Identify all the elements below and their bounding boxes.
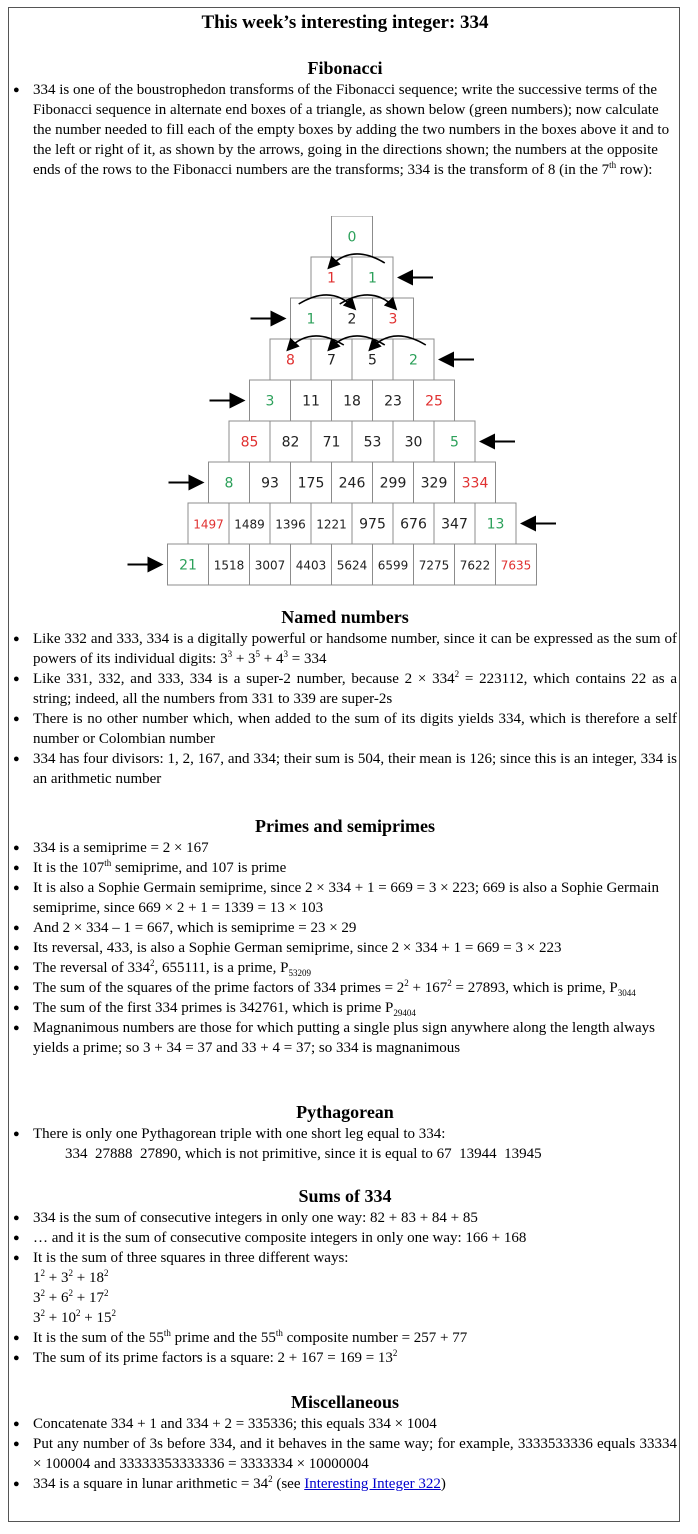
list-item <box>13 1474 677 1494</box>
base: 10 <box>60 1310 76 1326</box>
triangle-value: 1221 <box>316 517 347 532</box>
item-text: = 27893, which is prime, P <box>451 980 618 996</box>
list-item: ● Concatenate 334 + 1 and 334 + 2 = 335336; this equals 334 × 1004 <box>13 1414 677 1434</box>
triangle-value: 1518 <box>213 558 245 573</box>
list-item: ● 334 is a semiprime = 2 × 167 <box>13 838 677 858</box>
list-item <box>13 80 677 180</box>
triangle-value: 5 <box>368 352 377 369</box>
item-text: , 655111, is a prime, P <box>154 960 289 976</box>
subscript: 29404 <box>393 1008 416 1018</box>
primes-heading: Primes and semiprimes <box>255 816 435 836</box>
list-item: ● Magnanimous numbers are those for which putting a single plus sign anywhere along the length always yields a prime; so 3 + 34 = 37 and 33 + 4 = 37; so 334 is magnanimous <box>13 1018 677 1058</box>
fibonacci-heading: Fibonacci <box>307 58 383 78</box>
triangle-value: 8 <box>224 475 234 492</box>
item-text: Like 332 and 333, 334 is a digitally powerful or handsome number, since it can be expressed as the sum of powers of its individual digits: 3 <box>33 631 677 667</box>
plus-sign: + <box>72 1290 89 1306</box>
superscript: 2 <box>150 958 155 968</box>
item-text: 334 27888 27890, which is not primitive, since it is equal to 67 13944 13945 <box>65 1146 542 1162</box>
list-item <box>13 958 677 978</box>
item-text: composite number = 257 + 77 <box>282 1330 468 1346</box>
page-title: This week’s interesting integer: 334 <box>201 12 489 33</box>
triangle-value: 53 <box>363 434 382 451</box>
list-item: ● 334 is the sum of consecutive integers in only one way: 82 + 83 + 84 + 85 <box>13 1208 677 1228</box>
triangle-value: 13 <box>486 516 505 533</box>
item-text: prime and the 55 <box>170 1330 276 1346</box>
triangle-value: 25 <box>425 393 443 410</box>
named-numbers-heading: Named numbers <box>281 607 409 627</box>
fibonacci-text-end: row): <box>616 162 653 178</box>
pythagorean-list <box>13 1124 677 1164</box>
miscellaneous-list <box>13 1414 677 1494</box>
triangle-value: 175 <box>297 475 325 492</box>
item-text: semiprime, and 107 is prime <box>111 860 287 876</box>
triangle-value: 334 <box>461 475 489 492</box>
triangle-value: 347 <box>441 516 468 533</box>
boustrophedon-triangle <box>9 216 681 594</box>
triangle-value: 676 <box>400 516 427 533</box>
superscript: 3 <box>283 649 289 659</box>
triangle-value: 3007 <box>254 558 286 573</box>
base: 18 <box>88 1270 104 1286</box>
base: 6 <box>60 1290 69 1306</box>
triangle-value: 71 <box>322 434 341 451</box>
list-item: ● Put any number of 3s before 334, and it behaves in the same way; for example, 3333533336 equals 33334 × 100004 and 33333353333336 = 3333334 × 10000004 <box>13 1434 677 1474</box>
triangle-value: 975 <box>359 516 386 533</box>
list-item <box>13 1124 677 1164</box>
superscript: th <box>275 1328 283 1338</box>
item-text: = 223112, which contains 22 as a string; indeed, all the numbers from 331 to 339 are super-2s <box>33 671 677 707</box>
page-frame <box>8 7 680 1522</box>
triangle-value: 30 <box>404 434 423 451</box>
base: 3 <box>60 1270 69 1286</box>
base: 1 <box>33 1270 41 1286</box>
list-item: ● … and it is the sum of consecutive composite integers in only one way: 166 + 168 <box>13 1228 677 1248</box>
triangle-value: 1489 <box>234 517 265 532</box>
triangle-value: 8 <box>286 352 295 369</box>
superscript: th <box>609 160 617 170</box>
item-text: The reversal of 334 <box>33 960 151 976</box>
triangle-value: 1 <box>368 270 377 287</box>
pythagorean-heading: Pythagorean <box>296 1102 394 1122</box>
superscript: 2 <box>392 1348 398 1358</box>
item-text: The sum of the first 334 primes is 342761, which is prime P <box>33 1000 394 1016</box>
triangle-value: 7622 <box>459 558 491 573</box>
triangle-value: 2 <box>409 352 418 369</box>
list-item <box>13 1248 677 1328</box>
triangle-value: 18 <box>343 393 361 410</box>
superscript: th <box>163 1328 171 1338</box>
triangle-value: 4403 <box>295 558 327 573</box>
sum-of-squares-3 <box>33 1308 677 1328</box>
plus-sign: + <box>72 1270 89 1286</box>
triangle-value: 1396 <box>275 517 306 532</box>
interesting-integer-322-link[interactable]: Interesting Integer 322 <box>304 1476 441 1492</box>
list-item: ● It is also a Sophie Germain semiprime, since 2 × 334 + 1 = 669 = 3 × 223; 669 is also a Sophie Germain semiprime, since 669 × 2 + 1 = 1339 = 13 × 103 <box>13 878 677 918</box>
superscript: 2 <box>40 1268 45 1278</box>
superscript: 2 <box>454 669 460 679</box>
triangle-value: 7275 <box>418 558 450 573</box>
list-item <box>13 629 677 669</box>
base: 3 <box>33 1290 41 1306</box>
base: 3 <box>33 1310 41 1326</box>
superscript: 2 <box>40 1308 45 1318</box>
subscript: 3044 <box>617 988 636 998</box>
miscellaneous-heading: Miscellaneous <box>291 1392 399 1412</box>
triangle-value: 5624 <box>336 558 368 573</box>
superscript: 2 <box>40 1288 45 1298</box>
triangle-value: 5 <box>450 434 459 451</box>
superscript: 2 <box>111 1308 116 1318</box>
item-text: ● It is the sum of three squares in three different ways: <box>33 1250 349 1266</box>
item-text: + 4 <box>260 651 284 667</box>
plus-sign: + <box>80 1310 97 1326</box>
triangle-value: 6599 <box>377 558 409 573</box>
triangle-value: 0 <box>347 229 357 246</box>
plus-sign: + <box>45 1290 61 1306</box>
triangle-value: 23 <box>384 393 402 410</box>
list-item <box>13 998 677 1018</box>
triangle-value: 93 <box>261 475 279 492</box>
superscript: 3 <box>227 649 233 659</box>
fibonacci-text: 334 is one of the boustrophedon transforms of the Fibonacci sequence; write the successive terms of the Fibonacci sequence in alternate end boxes of a triangle, as shown below (green numbers); now calculate the number needed to fill each of the empty boxes by adding the two numbers in the boxes above it and to the left or right of it, as shown by the arrows, going in the directions shown; the numbers at the opposite ends of the rows to the Fibonacci numbers are the transforms; 334 is the transform of 8 (in the 7 <box>33 82 670 178</box>
triangle-value: 246 <box>338 475 366 492</box>
item-text: The sum of its prime factors is a square: 2 + 167 = 169 = 13 <box>33 1350 393 1366</box>
list-item: ● Its reversal, 433, is also a Sophie German semiprime, since 2 × 334 + 1 = 669 = 3 × 223 <box>13 938 677 958</box>
item-text: = 334 <box>288 651 327 667</box>
sums-list <box>13 1208 677 1368</box>
triangle-value: 11 <box>302 393 320 410</box>
sum-of-squares-2 <box>33 1288 677 1308</box>
item-text: It is the sum of the 55 <box>33 1330 164 1346</box>
superscript: 2 <box>103 1268 109 1278</box>
triangle-value: 299 <box>379 475 407 492</box>
fibonacci-list <box>13 80 677 180</box>
list-item <box>13 858 677 878</box>
triangle-value: 3 <box>388 311 398 328</box>
base: 17 <box>88 1290 104 1306</box>
triangle-value: 1 <box>306 311 316 328</box>
triangle-value: 2 <box>347 311 357 328</box>
named-numbers-list <box>13 629 677 789</box>
plus-sign: + <box>45 1310 61 1326</box>
item-text: The sum of the squares of the prime factors of 334 primes = 2 <box>33 980 405 996</box>
superscript: 2 <box>268 1474 273 1484</box>
item-text: (see <box>272 1476 305 1492</box>
list-item: ● And 2 × 334 – 1 = 667, which is semiprime = 23 × 29 <box>13 918 677 938</box>
item-text: Like 331, 332, and 333, 334 is a super-2 number, because 2 × 334 <box>33 671 455 687</box>
triangle-value: 85 <box>240 434 259 451</box>
triangle-value: 7 <box>327 352 336 369</box>
base: 15 <box>96 1310 112 1326</box>
list-item <box>13 1328 677 1348</box>
plus-sign: + <box>45 1270 61 1286</box>
list-item <box>13 978 677 998</box>
item-text: 334 is a square in lunar arithmetic = 34 <box>33 1476 269 1492</box>
superscript: 2 <box>68 1268 73 1278</box>
sum-of-squares-1 <box>33 1268 677 1288</box>
superscript: 5 <box>255 649 261 659</box>
subscript: 53209 <box>288 968 311 978</box>
superscript: 2 <box>68 1288 73 1298</box>
item-text: + 3 <box>232 651 256 667</box>
triangle-value: 1497 <box>193 517 224 532</box>
list-item <box>13 669 677 709</box>
item-text: + 167 <box>408 980 448 996</box>
triangle-value: 1 <box>327 270 336 287</box>
superscript: 2 <box>404 978 409 988</box>
list-item: ● There is no other number which, when added to the sum of its digits yields 334, which is therefore a self number or Colombian number <box>13 709 677 749</box>
item-text: ) <box>440 1476 446 1492</box>
superscript: 2 <box>103 1288 109 1298</box>
triangle-value: 7635 <box>500 558 532 573</box>
triangle-value: 21 <box>179 557 197 574</box>
superscript: 2 <box>447 978 452 988</box>
triangle-value: 3 <box>265 393 275 410</box>
triangle-value: 82 <box>281 434 300 451</box>
superscript: 2 <box>75 1308 81 1318</box>
list-item: ● 334 has four divisors: 1, 2, 167, and 334; their sum is 504, their mean is 126; since this is an integer, 334 is an arithmetic number <box>13 749 677 789</box>
item-text: ● There is only one Pythagorean triple with one short leg equal to 334: <box>33 1126 446 1142</box>
triangle-value: 329 <box>420 475 448 492</box>
sums-heading: Sums of 334 <box>298 1186 392 1206</box>
superscript: th <box>104 858 112 868</box>
list-item <box>13 1348 677 1368</box>
item-text: It is the 107 <box>33 860 105 876</box>
primes-list <box>13 838 677 1058</box>
